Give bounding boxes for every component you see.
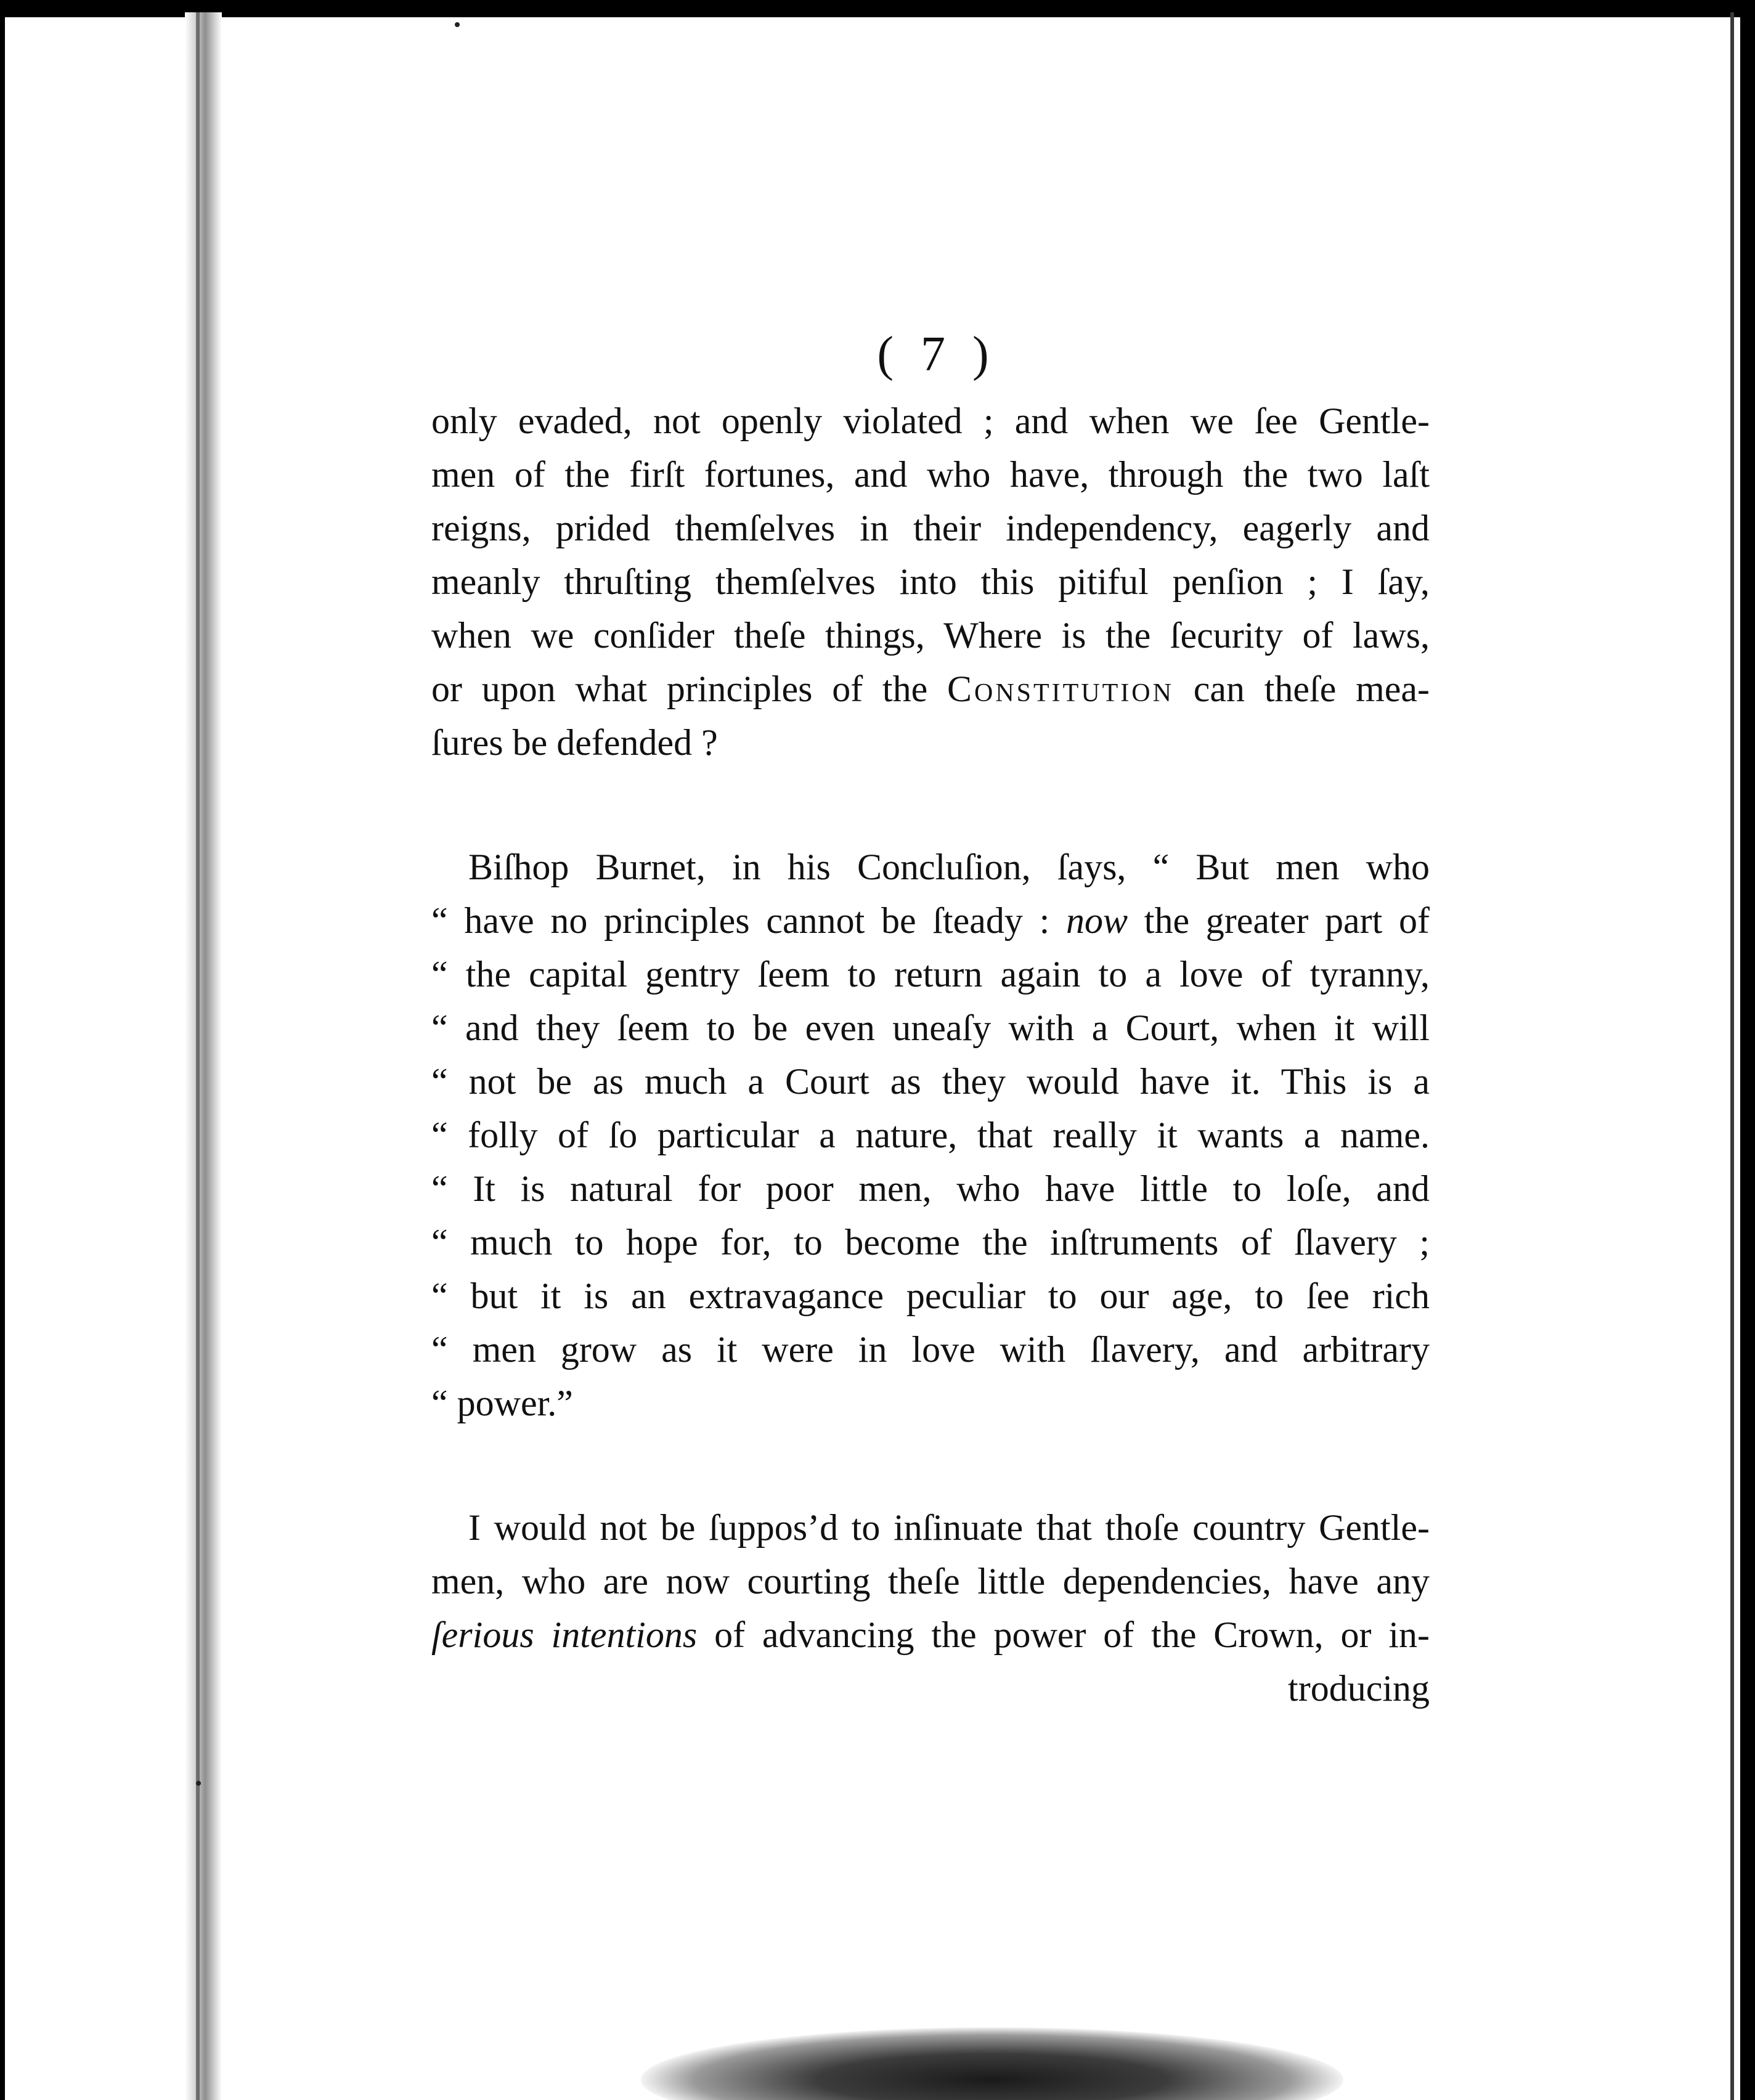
text-line: “ the capital gentry ſeem to return again to a love of tyranny, — [431, 954, 1430, 995]
text-line — [431, 894, 1430, 948]
text-line: meanly thruſting themſelves into this pitiful penſion ; I ſay, — [431, 561, 1430, 602]
ink-smudge — [641, 2027, 1343, 2100]
text-segment: “ have no principles cannot be ſteady : — [431, 900, 1067, 941]
scan-border-left — [0, 0, 5, 2100]
text-line: when we conſider theſe things, Where is the ſecurity of laws, — [431, 615, 1430, 656]
text-line: men, who are now courting theſe little dependencies, have any — [431, 1561, 1430, 1601]
constitution-word: Constitution — [947, 669, 1174, 709]
book-gutter — [185, 12, 222, 2100]
gutter-shadow — [196, 12, 200, 2100]
paragraph-gap — [431, 770, 1430, 840]
text-segment: or upon what principles of the — [431, 669, 947, 709]
text-line: “ It is natural for poor men, who have little to loſe, and — [431, 1168, 1430, 1209]
text-line — [431, 1608, 1430, 1662]
text-segment: of advancing the power of the Crown, or in- — [697, 1614, 1430, 1655]
text-line: I would not be ſuppos’d to inſinuate that thoſe country Gentle- — [468, 1507, 1430, 1548]
text-line: only evaded, not openly violated ; and when we ſee Gentle- — [431, 401, 1430, 441]
text-line: Biſhop Burnet, in his Concluſion, ſays, “ But men who — [468, 847, 1430, 887]
text-line: reigns, prided themſelves in their independency, eagerly and — [431, 508, 1430, 548]
text-line — [431, 662, 1430, 716]
catchword: troducing — [1288, 1668, 1430, 1709]
text-line: “ much to hope for, to become the inſtruments of ſlavery ; — [431, 1222, 1430, 1263]
paragraph-gap — [431, 1430, 1430, 1501]
italic-word: now — [1066, 900, 1128, 941]
italic-phrase: ſerious intentions — [431, 1614, 698, 1655]
text-line: “ and they ſeem to be even uneaſy with a Court, when it will — [431, 1007, 1430, 1048]
scan-border-right — [1740, 0, 1755, 2100]
body-text — [431, 394, 1430, 1715]
page-number: ( 7 ) — [877, 327, 996, 381]
text-line: “ not be as much a Court as they would have it. This is a — [431, 1061, 1430, 1102]
text-line: men of the firſt fortunes, and who have, through the two laſt — [431, 454, 1430, 495]
text-segment: the greater part of — [1128, 900, 1430, 941]
page-edge — [1730, 12, 1734, 2100]
text-line: “ folly of ſo particular a nature, that really it wants a name. — [431, 1115, 1430, 1155]
ink-speck — [455, 22, 460, 27]
scan-border-top — [0, 0, 1755, 17]
ink-speck — [196, 1781, 201, 1786]
text-line: “ but it is an extravagance peculiar to our age, to ſee rich — [431, 1276, 1430, 1316]
text-line: “ men grow as it were in love with ſlavery, and arbitrary — [431, 1329, 1430, 1370]
text-line: ſures be defended ? — [431, 722, 718, 763]
text-segment: can theſe mea- — [1173, 669, 1430, 709]
text-line: “ power.” — [431, 1383, 573, 1423]
